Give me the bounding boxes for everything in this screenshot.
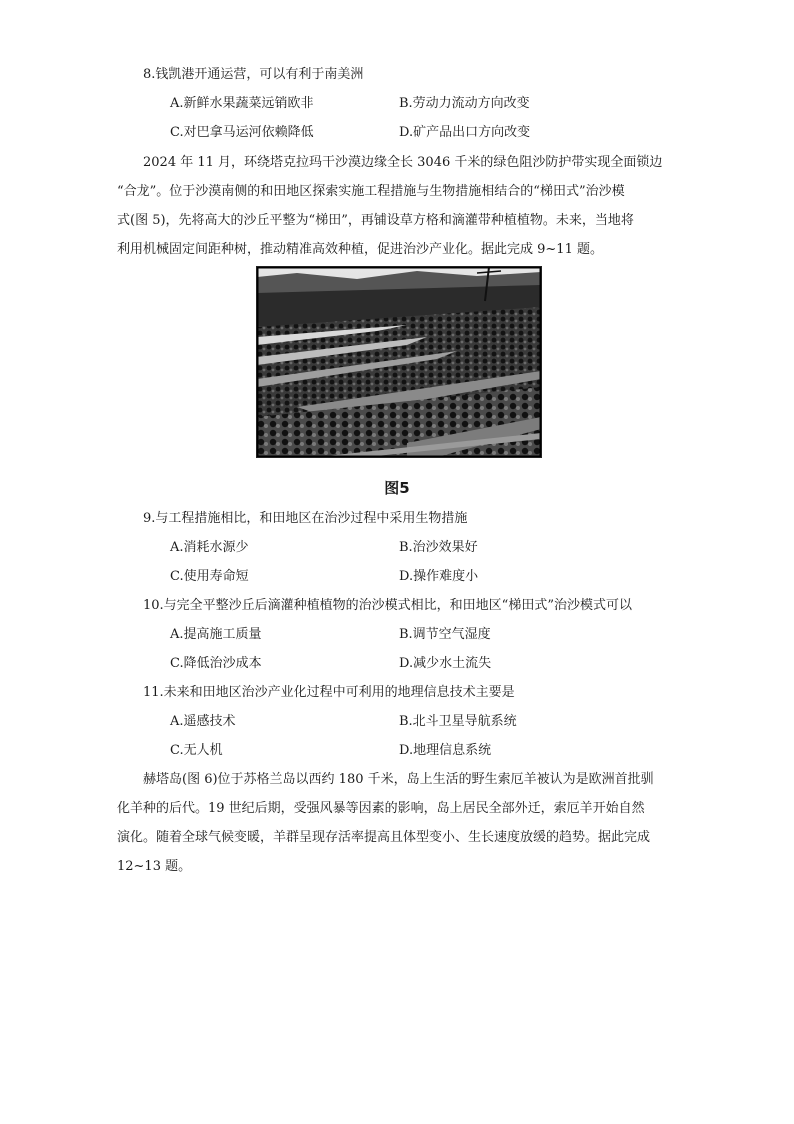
question-9-option-d: D.操作难度小 [399, 569, 479, 584]
question-8-stem: 8.钱凯港开通运营，可以有利于南美洲 [143, 67, 364, 82]
terraced-sand-field-image [257, 267, 541, 457]
question-9-option-c: C.使用寿命短 [170, 569, 249, 584]
figure-5-photo [256, 266, 542, 458]
question-10-option-b: B.调节空气湿度 [399, 627, 491, 642]
question-11-option-a: A.遥感技术 [170, 714, 236, 729]
question-10-option-a: A.提高施工质量 [170, 627, 262, 642]
question-11-option-d: D.地理信息系统 [399, 743, 492, 758]
question-8-option-c: C.对巴拿马运河依赖降低 [170, 125, 314, 140]
passage-2-line-1: 赫塔岛(图 6)位于苏格兰岛以西约 180 千米，岛上生活的野生索厄羊被认为是欧洲首批驯 [143, 772, 654, 787]
question-8-option-a: A.新鲜水果蔬菜远销欧非 [170, 96, 314, 111]
question-11-option-b: B.北斗卫星导航系统 [399, 714, 517, 729]
question-11-stem: 11.未来和田地区治沙产业化过程中可利用的地理信息技术主要是 [143, 685, 515, 700]
passage-2-line-4: 12~13 题。 [117, 859, 192, 874]
question-8-option-d: D.矿产品出口方向改变 [399, 125, 531, 140]
question-10-stem: 10.与完全平整沙丘后滴灌种植植物的治沙模式相比，和田地区“梯田式”治沙模式可以 [143, 598, 632, 613]
question-9-option-b: B.治沙效果好 [399, 540, 478, 555]
question-10-option-c: C.降低治沙成本 [170, 656, 262, 671]
passage-1-line-1: 2024 年 11 月，环绕塔克拉玛干沙漠边缘全长 3046 千米的绿色阻沙防护带实现全面锁边 [143, 155, 663, 170]
question-11-option-c: C.无人机 [170, 743, 223, 758]
question-9-option-a: A.消耗水源少 [170, 540, 249, 555]
figure-5-caption: 图5 [384, 479, 410, 497]
question-8-option-b: B.劳动力流动方向改变 [399, 96, 530, 111]
question-10-option-d: D.减少水土流失 [399, 656, 492, 671]
passage-2-line-3: 演化。随着全球气候变暖，羊群呈现存活率提高且体型变小、生长速度放缓的趋势。据此完成 [117, 830, 651, 845]
question-9-stem: 9.与工程措施相比，和田地区在治沙过程中采用生物措施 [143, 511, 468, 526]
passage-2-line-2: 化羊种的后代。19 世纪后期，受强风暴等因素的影响，岛上居民全部外迁，索厄羊开始自然 [117, 801, 645, 816]
passage-1-line-4: 利用机械固定间距种树，推动精准高效种植，促进治沙产业化。据此完成 9~11 题。 [117, 242, 603, 257]
passage-1-line-2: “合龙”。位于沙漠南侧的和田地区探索实施工程措施与生物措施相结合的“梯田式”治沙模 [117, 184, 625, 199]
passage-1-line-3: 式(图 5)，先将高大的沙丘平整为“梯田”，再铺设草方格和滴灌带种植植物。未来，当地将 [117, 213, 634, 228]
